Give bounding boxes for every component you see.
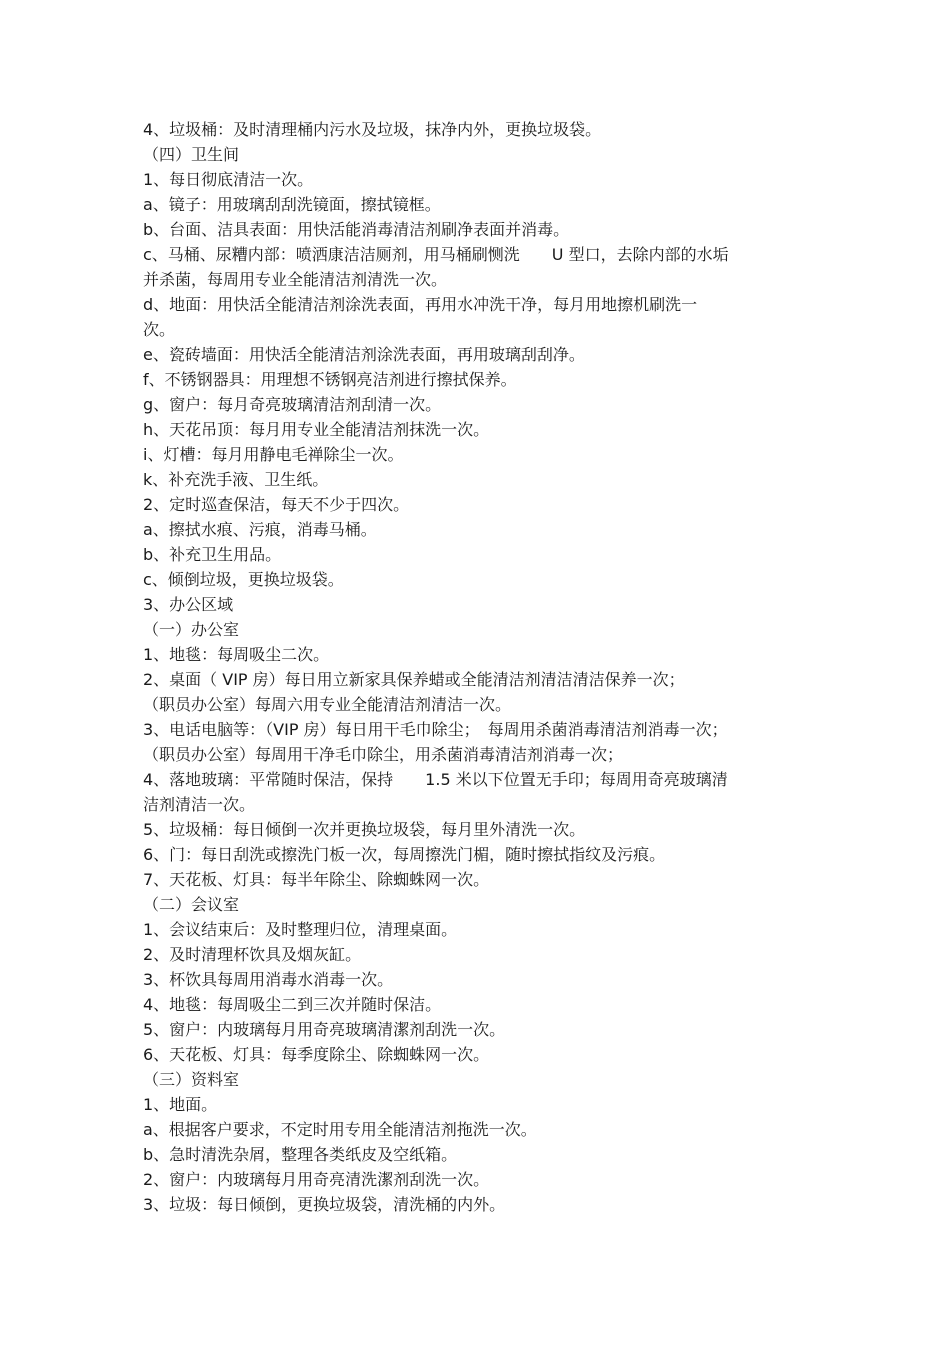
section-heading: （三）资料室 (143, 1070, 240, 1089)
text-line: d、地面：用快活全能清洁剂涂洗表面，再用水冲洗干净，每月用地擦机刷洗一 (143, 295, 698, 314)
section-heading: （四）卫生间 (143, 145, 240, 164)
text-line: 3、垃圾：每日倾倒，更换垃圾袋，清洗桶的内外。 (143, 1195, 506, 1214)
text-line: c、倾倒垃圾，更换垃圾袋。 (143, 570, 344, 589)
section-heading: （二）会议室 (143, 895, 240, 914)
text-line: 4、垃圾桶：及时清理桶内污水及垃圾，抹净内外，更换垃圾袋。 (143, 120, 602, 139)
text-line: 2、定时巡查保洁，每天不少于四次。 (143, 495, 410, 514)
text-line: g、窗户：每月奇亮玻璃清洁剂刮清一次。 (143, 395, 442, 414)
text-line: 2、窗户：内玻璃每月用奇亮清洗潔剂刮洗一次。 (143, 1170, 490, 1189)
text-line: 1、会议结束后：及时整理归位，清理桌面。 (143, 920, 458, 939)
text-line: f、不锈钢器具：用理想不锈钢亮洁剂进行擦拭保养。 (143, 370, 517, 389)
text-line: a、镜子：用玻璃刮刮洗镜面，擦拭镜框。 (143, 195, 441, 214)
text-line: （职员办公室）每周用干净毛巾除尘，用杀菌消毒清洁剂消毒一次； (143, 745, 624, 764)
text-line: 3、电话电脑等：（VIP 房）每日用干毛巾除尘； 每周用杀菌消毒清洁剂消毒一次； (143, 720, 728, 739)
text-line: b、台面、洁具表面：用快活能消毒清洁剂刷净表面并消毒。 (143, 220, 570, 239)
text-line: 1、每日彻底清洁一次。 (143, 170, 314, 189)
text-line: 2、及时清理杯饮具及烟灰缸。 (143, 945, 362, 964)
text-line: h、天花吊顶：每月用专业全能清洁剂抹洗一次。 (143, 420, 490, 439)
text-line: b、急时清洗杂屑，整理各类纸皮及空纸箱。 (143, 1145, 458, 1164)
text-line: 3、杯饮具每周用消毒水消毒一次。 (143, 970, 394, 989)
document-body (143, 117, 803, 1217)
text-line: 7、天花板、灯具：每半年除尘、除蜘蛛网一次。 (143, 870, 490, 889)
text-line: 5、垃圾桶：每日倾倒一次并更换垃圾袋，每月里外清洗一次。 (143, 820, 586, 839)
text-line: i、灯槽：每月用静电毛禅除尘一次。 (143, 445, 404, 464)
text-line: 洁剂清洁一次。 (143, 795, 256, 814)
text-line: 4、落地玻璃：平常随时保洁，保持 1.5 米以下位置无手印；每周用奇亮玻璃清 (143, 770, 728, 789)
text-line: 2、桌面（ VIP 房）每日用立新家具保养蜡或全能清洁剂清洁清洁保养一次； (143, 670, 685, 689)
text-line: 6、天花板、灯具：每季度除尘、除蜘蛛网一次。 (143, 1045, 490, 1064)
text-line: a、根据客户要求，不定时用专用全能清洁剂拖洗一次。 (143, 1120, 537, 1139)
text-line: 次。 (143, 320, 176, 339)
text-line: 5、窗户：内玻璃每月用奇亮玻璃清潔剂刮洗一次。 (143, 1020, 506, 1039)
text-line: c、马桶、尿糟内部：喷洒康洁洁厕剂，用马桶刷恻洗 U 型口，去除内部的水垢 (143, 245, 729, 264)
text-line: 并杀菌，每周用专业全能清洁剂清洗一次。 (143, 270, 448, 289)
text-line: 1、地面。 (143, 1095, 218, 1114)
text-line: e、瓷砖墙面：用快活全能清洁剂涂洗表面，再用玻璃刮刮净。 (143, 345, 585, 364)
text-line: 4、地毯：每周吸尘二到三次并随时保洁。 (143, 995, 442, 1014)
text-line: b、补充卫生用品。 (143, 545, 282, 564)
text-line: 1、地毯：每周吸尘二次。 (143, 645, 330, 664)
text-line: 6、门：每日刮洗或擦洗门板一次，每周擦洗门楣，随时擦拭指纹及污痕。 (143, 845, 666, 864)
text-line: a、擦拭水痕、污痕，消毒马桶。 (143, 520, 377, 539)
section-heading: （一）办公室 (143, 620, 240, 639)
text-line: k、补充洗手液、卫生纸。 (143, 470, 329, 489)
text-line: （职员办公室）每周六用专业全能清洁剂清洁一次。 (143, 695, 512, 714)
section-heading: 3、办公区域 (143, 595, 234, 614)
